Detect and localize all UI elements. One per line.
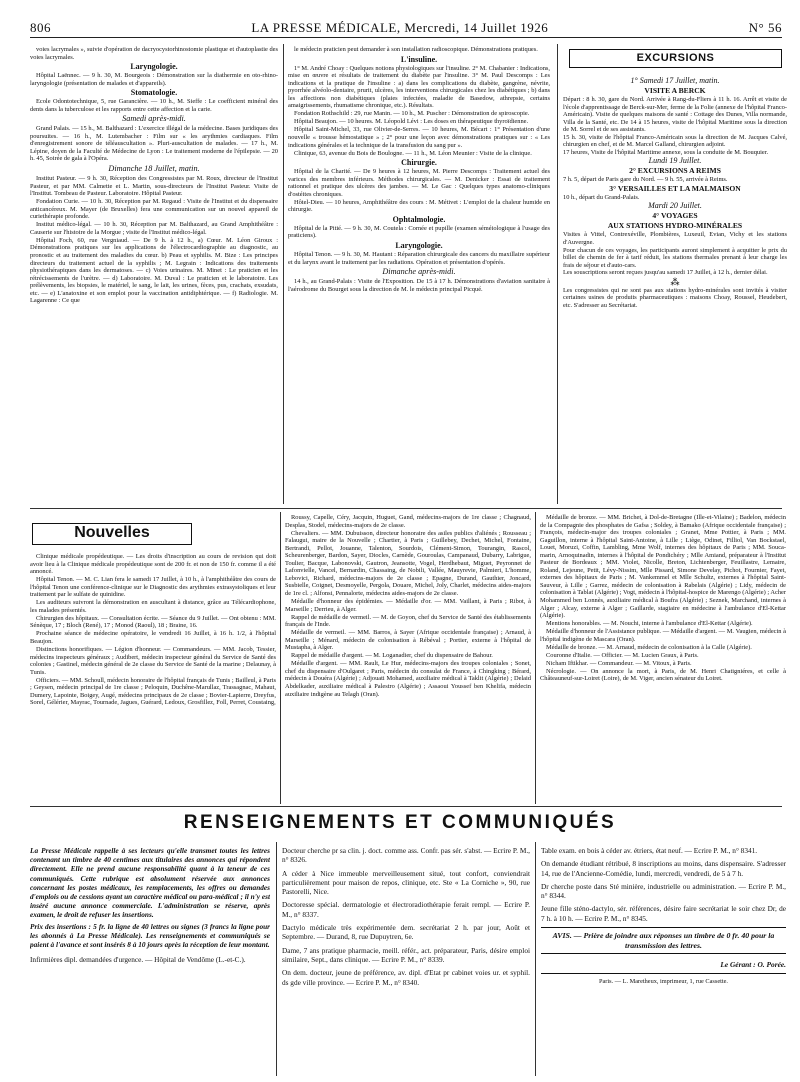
column-divider (280, 512, 281, 804)
paragraph: 10 h., départ du Grand-Palais. (563, 193, 640, 201)
classified-ad: On dem. docteur, jeune de préférence, av. dipl. d'Etat pr cabinet voies ur. et syphil. ds gde ville province. — Ecrire P. M., n° 8340. (282, 968, 530, 987)
news-item: Couronne d'Italie. — Officier. — M. Lucien Graux, à Paris. (546, 651, 699, 659)
paragraph: le médecin praticien peut demander à son installation radioscopique. Démonstrations pratiques. (294, 46, 538, 53)
classified-ad: Docteur cherche pr sa clin. j. doct. comme ass. Confr. pas sér. s'abst. — Ecrire P. M., n° 8326. (282, 846, 530, 865)
classified-ad: Table exam. en bois à céder av. étriers, état neuf. — Ecrire P. M., n° 8341. (541, 846, 758, 855)
excursions-column (563, 76, 787, 504)
excursion-heading: 3° VERSAILLES ET LA MALMAISON (609, 183, 741, 193)
news-item: Distinctions honorifiques. — Légion d'honneur. — Commandeurs. — MM. Jacob, Tessier, médecins inspecteurs généraux ; Audibert, médecin inspecteur général du Service de Santé des colonies ; Gastinel, médecin général de 2e classe du Service de Santé de la marine ; Delaunay, à Tunis. (30, 646, 276, 676)
paragraph: Hôtel-Dieu. — 10 heures, Amphithéâtre des cours : M. Métivet : L'emploi de la chaleur humide en chirurgie. (288, 198, 550, 214)
news-item: Mentions honorables. — M. Nouchi, interne à l'ambulance d'El-Kettar (Algérie). (546, 620, 753, 628)
news-item: Rappel de médaille d'argent. — M. Loganadier, chef du dispensaire de Bahour. (291, 652, 493, 660)
classified-ad: Dactylo médicale très expérimentée dem. secrétariat 2 h. par jour, Août et Septembre. — Durand, 8, rue Dupuytren, 6e. (282, 923, 530, 942)
paragraph: Grand Palais. — 15 h., M. Balthazard : L'exercice illégal de la médecine. Bases juridiques des poursuites. — 16 h., M. Lutembacher : Film sur « les arythmies cardiaques. Film d'enregistrement sonore de téléauscultation ». Pluri-auscultation de malades. — 17 h., M. Lépine, doyen de la Faculté de Médecine de Lyon : Le traitement moderne de l'épilepsie. — 20 h. 45, Soirée de gala à l'Opéra. (30, 125, 278, 163)
header-rule (30, 37, 782, 38)
news-item: Nicham Iftikhar. — Commandeur. — M. Vitoux, à Paris. (546, 659, 692, 667)
news-item: Hôpital Tenon. — M. C. Lian fera le samedi 17 Juillet, à 10 h., à l'amphithéâtre des cours de l'hôpital Tenon une conférence-clinique sur le Diagnostic des arythmies extrasystoliques et leur traitement par le sulfate de quinidine. (30, 576, 276, 599)
day-heading: Dimanche après-midi. (382, 267, 456, 277)
excursion-heading: 2° EXCURSIONS A REIMS (629, 166, 721, 176)
paragraph: Hôpital Foch, 60, rue Vergniaud. — De 9 h. à 12 h., a) Cœur. M. Léon Giroux : Démonstrations pratiques sur les applications de l'électrocardiographie au diagnostic, au pronostic et au traitement des maladies du cœur. b) Peau et syphilis. M. Bize : Les principes directeurs du traitement actuel de la syphilis ; M. Legrain : Indications des traitements physiothérapiques dans les dermatoses. — c) Voies urinaires. M. Minet : Le praticien et les rétrécissements de l'urètre. — d) Laboratoire. M. Duval : Le praticien et le laboratoire. Les prélèvements, les biopsies, le matériel, le sang, le lait, les urines, fèces, pus, crachats, exsudats, etc. — e) L'anatoxine et son emploi pour la vaccination antidiphtérique. — f) Radiologie. M. Lagarenne : Ce que (30, 236, 278, 305)
day-heading: Samedi après-midi. (122, 114, 186, 124)
excursion-heading: 4° VOYAGES AUX STATIONS HYDRO-MINÉRALES (607, 211, 743, 231)
day-heading: Lundi 19 Juillet. (648, 156, 702, 166)
news-item: Nécrologie. — On annonce la mort, à Paris, de M. Henri Chatigniéres, et celle à Châteauneuf-sur-Loiret (Loire), de M. Viger, ancien sénateur du Loiret. (540, 667, 786, 683)
news-item: Médaille de bronze. — M. Arnaud, médecin de colonisation à la Calle (Algérie). (546, 643, 752, 651)
paragraph: Institut médico-légal. — 10 h. 30, Réception par M. Balthazard, au Grand Amphithéâtre : Causerie sur l'histoire de la Morgue ; visite de l'Institut médico-légal. (30, 221, 278, 236)
prices-paragraph: Prix des insertions : 5 fr. la ligne de 40 lettres ou signes (3 francs la ligne pour les abonnés à La Presse Médicale). Les renseignements et communiqués se paient à l'avance et sont insérés 8 à 10 jours après la réception de leur montant. (30, 921, 270, 950)
gerant-line: Le Gérant : O. Porée. (720, 960, 786, 970)
avis-notice: AVIS. — Prière de joindre aux réponses un timbre de 0 fr. 40 pour la transmission des lettres. (541, 927, 786, 954)
ads-column-3 (541, 846, 786, 1076)
column-divider (535, 512, 536, 804)
program-column-1 (30, 46, 278, 502)
news-item: Médaille d'argent. — MM. Rault, Le Hur, médecins-majors des troupes coloniales ; Sonet, chef du dispensaire d'Oulgaret ; Paris, médecin du consulat de France, à Chingking ; Bérard, médecin à Douéra (Algérie) ; Adjouati Mohamed, auxiliaire médical à Taklit (Algérie) ; Delaid Abdelkader, auxiliaire médical à Palestro (Algérie) ; Assaoui Youssef ben Khelifa, médecin auxiliaire indigène au Telagh (Oran). (285, 660, 531, 698)
printer-line: Paris. — L. Maretheux, imprimeur, 1, rue Cassette. (541, 973, 786, 985)
section-heading: Ophtalmologie. (392, 214, 446, 224)
paragraph: voies lacrymales », suivie d'opération de dacryocystorhinostomie plastique et d'autoplastie des voies lacrymales. (30, 46, 278, 61)
page-number: 806 (30, 20, 51, 35)
paragraph: Clinique, 63, avenue du Bois de Boulogne. — 11 h., M. Léon Meunier : Visite de la clinique. (294, 149, 532, 157)
paragraph: Institut Pasteur. — 9 h. 30, Réception des Congressistes par M. Roux, directeur de l'Institut Pasteur, et par MM. Calmette et L. Martin, sous-directeurs de l'Institut Pasteur. Visite de l'Institut. Tombeau de Pasteur. Laboratoire. Hôpital Pasteur. (30, 175, 278, 198)
news-item: Médaille d'honneur des épidémies. — Médaille d'or. — MM. Vaillant, à Paris ; Ribot, à Marseille ; Derrieu, à Alger. (285, 598, 531, 613)
paragraph: 7 h. 5, départ de Paris gare du Nord. — 9 h. 55, arrivée à Reims. (563, 176, 728, 184)
journal-title: LA PRESSE MÉDICALE, Mercredi, 14 Juillet 1926 (251, 20, 549, 35)
paragraph: Hôpital Tenon. — 9 h. 30, M. Hautant : Réparation chirurgicale des cancers du maxillaire supérieur et du larynx avant le traitement par les radiations. Opération et présentation d'opérés. (288, 250, 550, 266)
ads-column-1 (30, 846, 270, 1076)
column-divider (276, 842, 277, 1076)
excursion-heading: VISITE A BERCK (644, 86, 706, 95)
section-rule (30, 806, 782, 807)
paragraph: Hôpital de la Charité. — De 9 heures à 12 heures, M. Pierre Descomps : Traitement actuel des varices des membres inférieurs. Méthodes chirurgicales. — M. Denicker : Essai de traitement rationnel et pratique des ulcères des jambes. — M. Le Gac : Quelques types anatomo-cliniques d'ostéites chroniques. (288, 168, 550, 198)
paragraph: Visites à Vittel, Contrexéville, Plombières, Luxeuil, Evian, Vichy et les stations d'Auvergne. (563, 231, 787, 247)
excursions-title-box: EXCURSIONS (569, 49, 782, 68)
section-heading: Laryngologie. (130, 62, 178, 72)
news-item: Officiers. — MM. Schoull, médecin honoraire de l'hôpital français de Tunis ; Bailleul, à Paris ; Geysen, médecin principal de 1re classe ; Peloquin, Duchêne-Marullaz, Trassagnac, Mahaut, Dumery, Lapointe, Boigey, Augé, médecins principaux de 2e classe ; Bovier-Lapierre, Dreyfus, Sorel, Gélérier, Mayrac, Tournade, Jagues, Guérard, Ledoux, Grosfillez, Foll, Perret, Coustaing, (30, 676, 276, 707)
column-divider (283, 44, 284, 504)
column-divider (557, 44, 558, 504)
paragraph: Ecole Odontotechnique, 5, rue Garancière. — 10 h., M. Sieffe : Le coefficient minéral des dents dans la tuberculose et les rapports entre cette affection et la carie. (30, 98, 278, 113)
day-heading: Mardi 20 Juillet. (648, 201, 702, 211)
news-item: Les auditeurs suivront la démonstration en auscultant à distance, grâce au Télécardiophone, les malades présentés. (30, 599, 276, 614)
classified-ad: Doctoresse spécial. dermatologie et électroradiothérapie ferait rempl. — Ecrire P. M., n° 8337. (282, 900, 530, 919)
paragraph: Les congressistes qui ne sont pas aux stations hydro-minérales sont invités à visiter certaines usines de produits pharmaceutiques : maisons Choay, Roussel, Heudebert, etc. S'adresser au Secrétariat. (563, 286, 787, 309)
paragraph: Hôpital Saint-Michel, 33, rue Olivier-de-Serres. — 10 heures, M. Bécart : 1° Présentation d'une nouvelle « trousse hémostatique » ; 2° pour une leçon avec démonstrations pratiques sur : « Les indications générales et la technique de la transfusion du sang pur ». (288, 126, 550, 149)
paragraph: Hôpital de la Pitié. — 9 h. 30, M. Coutela : Cornée et pupille (examen séméiologique à l'usage des praticiens). (288, 224, 550, 240)
nouvelles-title-box: Nouvelles (32, 523, 192, 545)
paragraph: 1° M. André Choay : Quelques notions physiologiques sur l'insuline. 2° M. Chabanier : Indications, mise en œuvre et résultats de traitement du diabète par l'insuline. 3° M. Paul Descomps : Les indications et la pratique de l'insuline : a) dans les complications du diabète, gangrène, névrite, pyorrhée alvéolo-dentaire, prurit, ulcères, les interventions chirurgicales chez les diabétiques ; b) dans les affections non diabétiques (plaies infectées, maladie de Basedow, athrepsie, certains amaigrissements, rhumatisme chronique, etc.). Résultats. (288, 64, 550, 110)
issue-number: N° 56 (748, 20, 782, 35)
section-heading: L'insuline. (400, 54, 438, 64)
paragraph: Hôpital Laënnec. — 9 h. 30, M. Bourgeois : Démonstration sur la diathermie en oto-rhino-laryngologie (présentation de malades et d'appareils). (30, 72, 278, 87)
program-column-2 (288, 46, 550, 502)
classified-ad: Jeune fille sténo-dactylo, sér. références, désire faire secrétariat le soir chez Dr, de 7 h. à 10 h. — Ecrire P. M., n° 8345. (541, 904, 786, 923)
paragraph: Hôpital Beaujon. — 10 heures. M. Léopold Lévi : Les doses en thérapeutique thyroïdienne. (294, 118, 529, 126)
paragraph: Fondation Curie. — 10 h. 30, Réception par M. Regaud : Visite de l'Institut et du dispensaire anticancéreux. M. Mayer (de Bruxelles) fera une communication sur un nouvel appareil de curiethérapie profonde. (30, 198, 278, 221)
ads-column-2 (282, 846, 530, 1076)
news-column-1 (30, 553, 276, 800)
paragraph: Les souscriptions seront reçues jusqu'au samedi 17 Juillet, à 12 h., dernier délai. (563, 269, 768, 277)
news-column-3 (540, 514, 786, 802)
classified-ad: Infirmières dipl. demandées d'urgence. — Hôpital de Vendôme (L.-et-C.). (30, 955, 246, 965)
section-heading: Chirurgie. (401, 158, 437, 168)
paragraph: Fondation Rothschild : 29, rue Manin. — 10 h., M. Puscher : Démonstration de spiroscopie. (294, 110, 530, 118)
classified-ad: A céder à Nice immeuble merveilleusement situé, tout confort, conviendrait particulièrement pour maison de repos, clinique, etc. Ste « La Corniche », 90, rue Pastorelli, Nice. (282, 868, 530, 897)
paragraph: 17 heures, Visite de l'hôpital Maritime annexe, sous la conduite de M. Bouquier. (563, 148, 769, 156)
news-item: Chevaliers. — MM. Dubuisson, directeur honoraire des asiles publics d'aliénés ; Rousseau ; Falaugui, maire de la Nouvelle ; Chartier, à Paris ; Guillebey, Dechet, Michel, Fontaine, Bertrandi, Pellot, Jouanne, Talenton, Sourdois, Clément-Simon, Tourangin, Rascol, Scheurenberger, Bardon, Sayer, Diocles, Carnède, Gouroulas, Campanaud, Dubarry, Labrigue, Toulier, Bacque, Labonovski, Gautron, Jeansotte, Vogel, Herdhebaut, Miguet, Peyronnet de Lafonvielle, Vancel, Bernardin, Chassaing, de Nobili, Vallée, Mauyrevie, Palmieri, L'homme, Lebovici, Richard, médecins-majors de 2e classe ; Epagne, Durand, Gauthier, Joncard, Susbielle, Coignet, Desmoyelle, Pergola, Douare, Michel, Joly, Charlet, médecins aides-majors de 1re cl. ; Alfonsi, Pennalorte, médecins aides-majors de 2e classe. (285, 529, 531, 597)
column-divider (535, 842, 536, 1076)
news-item: Rappel de médaille de vermeil. — M. de Goyon, chef du Service de Santé des établissements français de l'Inde. (285, 613, 531, 629)
day-heading: Dimanche 18 Juillet, matin. (108, 164, 200, 174)
classified-ad: Dame, 7 ans pratique pharmacie, meill. référ., act. préparateur, Paris, désire emploi similaire, Sept., dans clinique. — Ecrire P. M., n° 8339. (282, 945, 530, 964)
day-heading: 1° Samedi 17 Juillet, matin. (630, 76, 720, 85)
news-item: Chirurgien des hôpitaux. — Consultation écrite. — Séance du 9 Juillet. — Ont obtenu : MM. Sénèque, 17 ; Bloch (René), 17 ; Monod (Raoul), 18 ; Braine, 16. (30, 614, 276, 630)
news-item: Médaille de vermeil. — MM. Barros, à Sayer (Afrique occidentale française) ; Arnaud, à Marseille ; Ménard, médecin de colonisation à Rébéval ; Portier, externe à l'hôpital de Mustapha, à Alger. (285, 629, 531, 652)
section-rule (30, 508, 782, 509)
news-item: Roussy, Capelle, Céry, Jacquin, Huguet, Gand, médecins-majors de 1re classe ; Chagnaud, Desplas, Stodel, médecins-majors de 2e classe. (285, 514, 531, 529)
section-heading: Stomatologie. (130, 88, 178, 98)
paragraph: Départ : 8 h. 30, gare du Nord. Arrivée à Rang-du-Fliers à 11 h. 16. Arrêt et visite de l'école d'apprentissage de Berck-sur-Mer, ferme de la Folie (annexe de l'hôpital Franco-Américain). Visite de quelques maisons de santé : Cottage des Dunes, Villa normande, Villa de la Santé, etc. De 14 à 15 heures, visite de l'hôpital Maritime sous la direction de M. Sorrel et de ses assistants. (563, 96, 787, 134)
section-heading: Laryngologie. (395, 240, 443, 250)
news-item: Clinique médicale propédeutique. — Les droits d'inscription au cours de revision qui doit avoir lieu à la Clinique médicale propédeutique sont de 200 fr. et non de 150 fr. comme il a été annoncé. (30, 553, 276, 576)
notice-paragraph: La Presse Médicale rappelle à ses lecteurs qu'elle transmet toutes les lettres contenant un timbre de 40 centimes aux titulaires des annonces qui répondent directement. Elle ne prend aucune responsabilité quant à la teneur de ces communiqués. Cette rubrique est absolument réservée aux annonces concernant les postes médicaux, les remplacements, les offres ou demandes d'emplois ou de cessions ayant un caractère médical ou para-médical ; il n'y est inséré aucune annonce commerciale. L'administration se réserve, après examen, le droit de refuser les insertions. (30, 846, 270, 920)
news-item: Médaille d'honneur de l'Assistance publique. — Médaille d'argent. — M. Vaugien, médecin à l'hôpital indigène de Mascara (Oran). (540, 628, 786, 643)
asterism-ornament: ⁂ (670, 276, 680, 287)
paragraph: 15 h. 30, visite de l'hôpital Franco-Américain sous la direction de M. Jacques Calvé, chirurgien en chef, et de M. Marcel Galland, chirurgien adjoint. (563, 133, 787, 149)
news-item: Prochaine séance de médecine opératoire, le vendredi 16 Juillet, à 16 h. 1/2, à l'hôpital Beaujon. (30, 630, 276, 646)
news-item: Médaille de bronze. — MM. Brichet, à Dol-de-Bretagne (Ille-et-Vilaine) ; Badelon, médecin de la Compagnie des phosphates de Gafsa ; Soldey, à Bamako (Afrique occidentale française) ; François, médecin-major des troupes coloniales ; Granet, Mme Pottier, à Paris ; MM. Gaguillon, interne à l'hôpital Saint-Antoine, à Lille ; Liège, Odinet, Filliol, Van Bockstael, Louet, Moruzi, Coffin, Lambling, Mme Wolf, internes des hôpitaux de Paris ; MM. Souca-marin, Arnoquinadin, internes à l'hôpital de Pondichéry ; Mlle Amiand, préparateur à l'Institut Pasteur de Bordeaux ; MM. Violet, Nicolle, Breton, Lichtenberger, Feuillastre, Lemaire, Roland, Lejeune, Petit, Lévy-Nissim, Mlle Pissard, Simone Develay, Pichot, Fournier, Fayet, externes des hôpitaux de Paris ; M. Vankemmel et Mlle Schultz, externes à l'hôpital Saint-Sauveur, à Lille ; Garrez, médecin de colonisation à Rabelais (Algérie) ; Lidy, médecin de colonisation à Tablat (Algérie) ; Vogt, médecin à l'hôpital-hospice de Marengo (Algérie) ; Acher Mohammed ben Lonnès, auxiliaire médical à Boufra (Algérie) ; Seznek, Marchand, internes à Alger ; Alcay, externe à Alger ; Gaillarde, stagiaire en médecine à l'ambulance d'El-Kettar (Algérie). (540, 514, 786, 620)
paragraph: Pour chacun de ces voyages, les participants auront simplement à acquitter le prix du billet de chemin de fer à tarif réduit, les stations thermales prenant à leur charge les frais de séjour et d'auto-cars. (563, 246, 787, 269)
renseignements-title: RENSEIGNEMENTS ET COMMUNIQUÉS (183, 812, 617, 833)
classified-ad: On demande étudiant rétribué, 8 inscriptions au moins, dans dispensaire. S'adresser 14, rue de l'Ancienne-Comédie, lundi, mercredi, vendredi, de 5 à 7 h. (541, 859, 786, 878)
news-column-2 (285, 514, 531, 802)
paragraph: 14 h., au Grand-Palais : Visite de l'Exposition. De 15 à 17 h. Démonstrations d'aviation sanitaire à l'aérodrome du Bourget sous la direction de M. le médecin principal Picqué. (288, 278, 550, 293)
classified-ad: Dr cherche poste dans Sté minière, industrielle ou administration. — Ecrire P. M., n° 8344. (541, 881, 786, 901)
